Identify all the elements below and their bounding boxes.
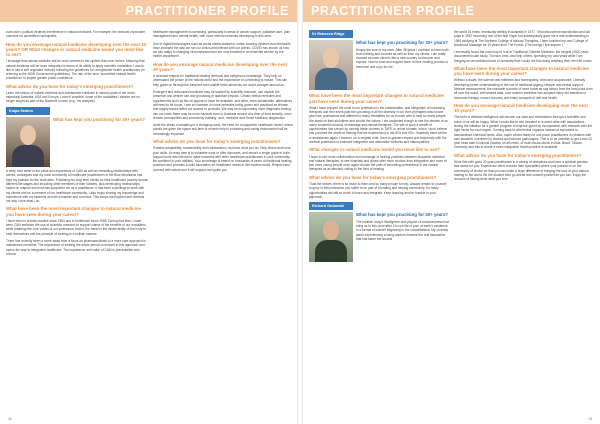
page-number-left: 32 xyxy=(8,417,12,421)
paragraph: I hope to see more collaboration and exchange of healing practices between allopathic medicine and natural therapies, to see hospitals and clinics offer more choices from integration and more to see more young people once again choose the path of becoming professional in the natural therapies as an altruistic calling to the field of healing. xyxy=(309,154,447,172)
photo-side-text xyxy=(53,117,148,167)
paragraph: healthcare management is increasing, particularly in areas of cancer support, palliative care, pain management and mental health, with more referral networks developing in this area. xyxy=(153,30,290,39)
question-heading: How do you envisage natural medicine developing over the next 30 years? OR What changes in natural medicine would you most like to see? xyxy=(6,41,147,57)
practitioner-name-bar: Kalpa Seaton xyxy=(6,107,50,115)
header-bar-left xyxy=(0,0,297,22)
question-heading: What have been the most important changes to natural medicine you have seen during your career? xyxy=(309,93,444,104)
page-title-left: PRACTITIONER PROFILE xyxy=(125,4,289,18)
photo-side-text xyxy=(356,212,449,262)
practitioner-name-bar: Dr Rebecca Ridge xyxy=(309,30,353,38)
question-heading: What has kept you practising for 30+ years? xyxy=(356,40,449,46)
paragraph: The intuitive body's intelligence and psyche of consciousness that bring us to this point after 3 is rich life of your of earth's existence, in a format of wonder beginning in the constellations. My curiosity about experiencing a living wisdom became the real fascination that has taken me around xyxy=(356,219,449,241)
paragraph: curriculum, political (federal) interference in natural medicine. For example, the removal of provider numbers for accredited naturopaths. xyxy=(6,30,146,39)
header-bar-right xyxy=(303,0,600,22)
paragraph: Simply the love of my work. After 38 years I continue to learn both from training and courses as well as from my clients. I am really focused as each client is like a new country to discover and explore. How to read and support them in their healing process is immense and a joy for me. xyxy=(356,47,449,69)
question-heading: What has kept you practising for 30+ years? xyxy=(53,117,146,123)
paragraph: A deep held belief in the value and importance of CAM as well as rewarding relationships with clients, colleagues and my local community of healthcare practitioners in the Blue Mountains has kept my passion for the work alive. Practising my long term clients on their healthcare journey across different life stages and including other members of their families, plus developing relationships based on respect and trust has supported me as a practitioner. It has been a privilege to work with my clients and be a member of our healthcare community. I also enjoy sharing my knowledge and experience with my students as both a teacher and a mentor. This keeps me inspired and reminds me why I love what I do. xyxy=(6,169,148,204)
right-col-2 xyxy=(454,30,594,184)
practitioner-photo xyxy=(309,40,353,90)
paragraph: Work first with good 20-year practitioners in a variety of disciplines and have a spiritual practice that works for you. Experience other cultures their specialties where your passion is on the community of choice so that you can make a huge difference in bringing the love of your natural healing to the world. Be the student then go ahead and commit yourself as you can. Enjoy the success of having done what you love. xyxy=(454,159,589,182)
question-heading: What advice do you have for today's emerging practitioners? xyxy=(454,152,582,158)
question-heading: What advice do you have for today's emerging practitioners? xyxy=(309,174,437,180)
paragraph: Amid the stress of adapting to a changing world, the need for a supportive healthcare model, where clients are given the space and time to receive help in a relaxing and caring environment will be increasingly important. xyxy=(153,123,293,136)
paragraph: I envisage that natural medicine will be more centred to the system than ever before. Meaning that natural medicine will be more integrated in terms of its ability to apply scientific modalities. I would like to see a self-regulated industry following the guidelines for unregistered health practitioners (re referring to the NSW Government guidelines). The use of the term 'accredited natural health practitioner' to inspire greater public confidence. xyxy=(6,59,145,81)
question-heading: What changes in natural medicine would you most like to see? xyxy=(309,147,440,153)
photo-side-text xyxy=(356,40,449,90)
paragraph: A renewed respect for traditional healing methods and indigenous knowledge. They help us understand the power of the natural world and the importance of connecting to nature. This can help guide us through the turbulent and volatile times ahead as our world changes around us. xyxy=(153,74,288,87)
paragraph: The truth is artificial intelligence will decode our data and medications through a scientific and some of us will be happy. What I would like to see invested in is world-wide with associations linking the initiation for a greater program to improve greed by incorporation with research with the right herbs for each region. Coming back to wild herbal organics instead of equivalent to standardised chemical herbs. Also, super clinics ready for one-place practitioners in relations with new students, overseen by doctors and science pathologies. This is to be possible to get a real 10 year head start in clinical practice on all levels, of multi-modal clinics in Asia, Brazil, Taiwan, Germany, and this is where a more integrative health practice is available. xyxy=(454,115,593,150)
paragraph: I have been in private practice since 1993 and in healthcare since 1985. During that time, I have seen CAM embrace the use of scientific research to support claims of the benefits of our modalities, while retaining the core values of our profession; that is, the belief in the innate ability of the body to heal themselves and the principle of treating in a holistic manner. xyxy=(6,218,147,236)
photo-row xyxy=(309,40,449,90)
paragraph: Use of digital technologies such as social media platforms, online booking systems and telehealth have changed the way we run our clinics and interact with our clients. COVID has shown us how we can adapt to changing circumstances and are now invested in an essential service by the health department. xyxy=(153,41,291,59)
question-heading: How do you envisage natural medicine developing over the next 30 years? xyxy=(153,61,287,72)
question-heading: What advice do you have for today's emerging practitioners? xyxy=(6,83,134,89)
left-col-1 xyxy=(6,30,148,259)
paragraph: There has recently been a move away from a focus on pharmaceuticals to a more care approach in mainstream medicine. The importance of treating the whole person is echoed in this approach and opens the way to integrative healthcare. The importance and value of CAM in preventative and chronic xyxy=(6,239,146,256)
practitioner-name-bar: Richard Gutowski xyxy=(309,202,353,210)
paragraph: the world 24 times, eventually settling in Australia in 1977. I first discovered macrobiotics and did yoga in 1967 becoming one of the first Yogis, but subsequently gave me a real understanding in 1968 studying at The Northern College of Natural Therapies. I later founded my own College of Advanced Massage for 19 years from The Forest. (The energy I like anyone.) xyxy=(454,30,590,47)
practitioner-photo xyxy=(309,212,353,262)
paragraph: Trust the stories, there is so much to learn and so many people to help. Always remain to yourself to grow in this profession you suffer to be part of a healing and helping community. So many opportunities will still so much to learn and integrate. Keep learning and be humble in your approach. xyxy=(309,181,447,199)
practitioner-photo xyxy=(6,117,50,167)
paragraph: Emergent and refocussed medicine may be backed by scientific research, can explain the presence and deeper use and grounding of quantum physics. Certain herbal remedies and supplements such as fish oil appear to have be available, and other, more sustainable, alternatives will need to be found. I see an increase in home remedies being grown and practiced as climate and supply issues affect our access to products. We may be incorporating more diagnostic testing into our work; there may be more hazards even in Australia around at a time of food security, more remote communities and community building; cure, medicine and Home Medicine diagnostics. xyxy=(153,90,293,120)
question-heading: What have been the most important changes to natural medicine you have seen during your career? xyxy=(454,66,589,77)
question-heading: How do you envisage natural medicine developing over the next 30 years? xyxy=(454,102,588,114)
question-heading: What has kept you practising for 30+ years? xyxy=(356,212,449,218)
photo-row xyxy=(6,117,148,167)
right-col-1 xyxy=(309,30,449,264)
paragraph: Practise adaptability, sustainability and collaboration, and love what you do. Help others and hone your skills. An easy step is to volunteer work or offer discounts, and rework a single guide in build support tools and referral to make networks with other healthcare practitioners in your community. Be confident in your abilities. Your knowledge is based on thousands of years of traditional healing practices and provides a solid foundation for healthcare needs in this modern world. Respect and connect with nature and it will support and guide you. xyxy=(153,146,292,172)
question-heading: What have been the most important changes to natural medicine you have seen during your career? xyxy=(6,206,141,217)
left-col-2 xyxy=(153,30,293,175)
page-title-right: PRACTITIONER PROFILE xyxy=(311,4,475,18)
paragraph: What I have enjoyed the most in our profession is the collaboration, and integration of increasing therapies and the recent past the uprooting of all the diversity in our lives (therapies which have given the professions and different to many modalities for us to work with to help so many people. We stand on their shoulders and should the voices. I am saddened though to see the demise of so many wonderful schools of massage and natural therapies. The site of such a wealth of opportunities has shrunk by moving these courses to TAFE or online formats, which I don't believe has provided the depth of training that we experienced in the 80's and 90's. Hopefully there will be a renaissance again. However, on a brighter note, there is greater respect and reciprocity with the medical profession to embrace integrative and alternative wellness and naturopathies. xyxy=(309,105,448,145)
question-heading: What advice do you have for today's emerging practitioners? xyxy=(153,139,281,145)
photo-row xyxy=(309,212,449,262)
page-number-right: 33 xyxy=(588,417,592,421)
paragraph: Learn the history of natural medicine and mainstream medicine in various parts of the world, especially Australia, USA and Europe. Learn if possible, some of the modalities I believe are no longer taught as part of the Bachelor course (e.g., iris analysis). xyxy=(6,90,140,104)
paragraph: Without a doubt, the science and intellects and homeopathy, chiro and acupuncture, Liberally developing better understanding of the use of medicinal qigong, lifestyle and herbal support. Medical measurement, the workable success of more foods as spa labour from the best plant form all over the world, with shared data, cure modern medicine has adopted many old traditions in hormonal therapy, cancer recovery and many concepts of diet and health. xyxy=(454,78,593,100)
page-gutter xyxy=(297,0,303,424)
paragraph: I eventually found the road map to it all in Traditional Chinese Medicine, the longest (4000 year) documented case study. To learn, heal, and help others, spending my vast years while I am bringing an unconditional love of humanity that I could not find doing anything else, feel like music. xyxy=(454,50,593,63)
